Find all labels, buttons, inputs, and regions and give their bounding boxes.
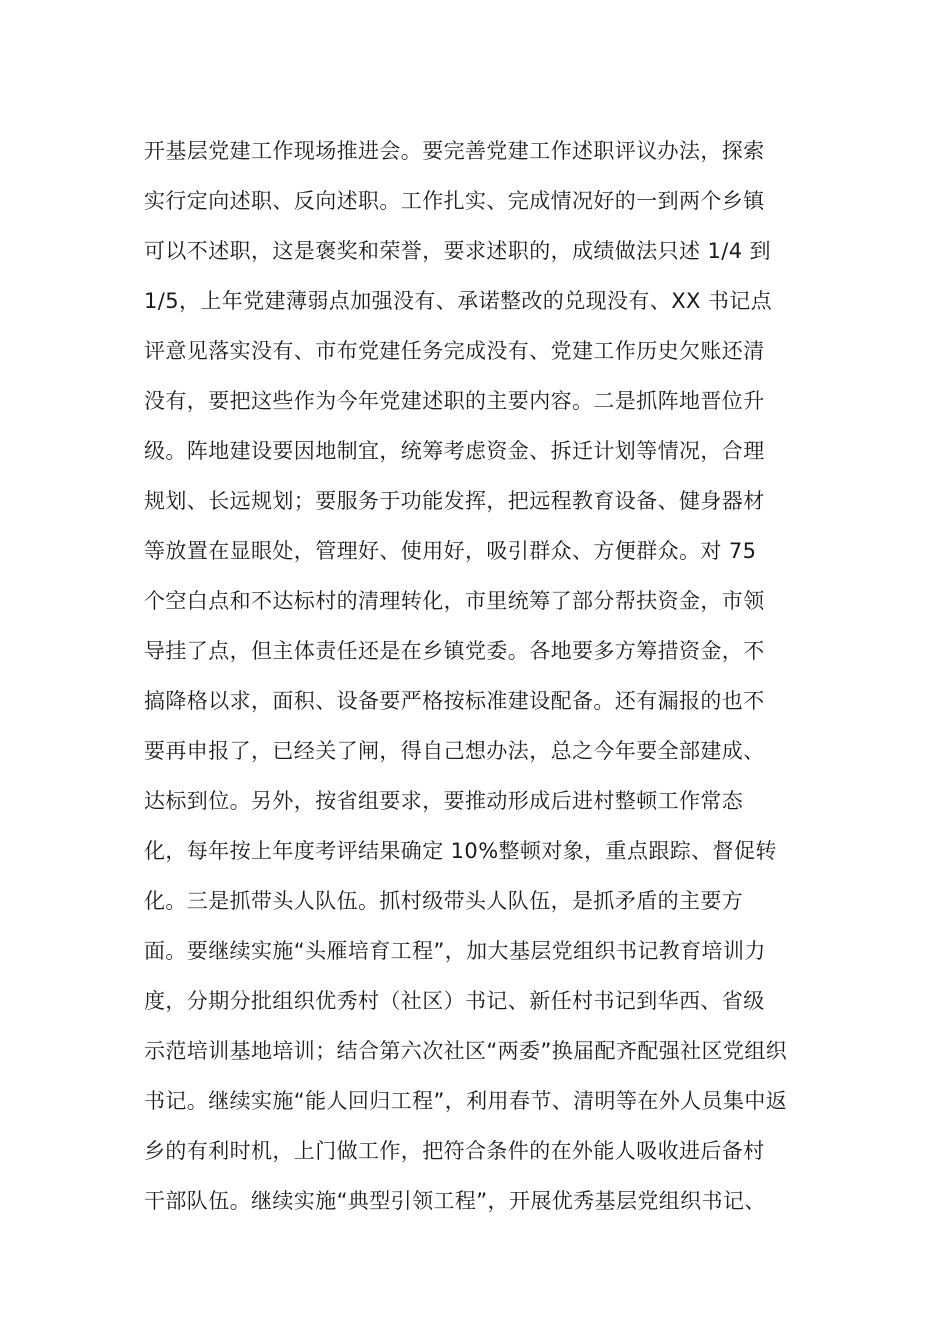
text-line: 示范培训基地培训；结合第六次社区“两委”换届配齐配强社区党组织 — [144, 1039, 788, 1063]
body-text — [144, 126, 824, 1226]
text-line: 化。三是抓带头人队伍。抓村级带头人队伍，是抓矛盾的主要方 — [144, 889, 744, 913]
text-line: 要再申报了，已经关了闸，得自己想办法，总之今年要全部建成、 — [144, 739, 765, 763]
text-line: 化，每年按上年度考评结果确定 10%整顿对象，重点跟踪、督促转 — [144, 839, 777, 863]
text-line: 1/5，上年党建薄弱点加强没有、承诺整改的兑现没有、XX 书记点 — [144, 289, 773, 313]
text-line: 度，分期分批组织优秀村（社区）书记、新任村书记到华西、省级 — [144, 989, 765, 1013]
text-line: 干部队伍。继续实施“典型引领工程”，开展优秀基层党组织书记、 — [144, 1189, 766, 1213]
text-line: 搞降格以求，面积、设备要严格按标准建设配备。还有漏报的也不 — [144, 689, 765, 713]
text-line: 评意见落实没有、市布党建任务完成没有、党建工作历史欠账还清 — [144, 339, 765, 363]
text-line: 导挂了点，但主体责任还是在乡镇党委。各地要多方筹措资金，不 — [144, 639, 765, 663]
text-line: 等放置在显眼处，管理好、使用好，吸引群众、方便群众。对 75 — [144, 539, 757, 563]
text-line: 可以不述职，这是褒奖和荣誉，要求述职的，成绩做法只述 1/4 到 — [144, 239, 771, 263]
text-line: 级。阵地建设要因地制宜，统筹考虑资金、拆迁计划等情况，合理 — [144, 439, 765, 463]
text-line: 实行定向述职、反向述职。工作扎实、完成情况好的一到两个乡镇 — [144, 189, 765, 213]
text-line: 达标到位。另外，按省组要求，要推动形成后进村整顿工作常态 — [144, 789, 744, 813]
text-line: 乡的有利时机，上门做工作，把符合条件的在外能人吸收进后备村 — [144, 1139, 765, 1163]
text-line: 开基层党建工作现场推进会。要完善党建工作述职评议办法，探索 — [144, 139, 765, 163]
text-line: 面。要继续实施“头雁培育工程”，加大基层党组织书记教育培训力 — [144, 939, 766, 963]
text-line: 没有，要把这些作为今年党建述职的主要内容。二是抓阵地晋位升 — [144, 389, 765, 413]
text-line: 规划、长远规划；要服务于功能发挥，把远程教育设备、健身器材 — [144, 489, 765, 513]
text-line: 书记。继续实施“能人回归工程”，利用春节、清明等在外人员集中返 — [144, 1089, 788, 1113]
text-line: 个空白点和不达标村的清理转化，市里统筹了部分帮扶资金，市领 — [144, 589, 765, 613]
